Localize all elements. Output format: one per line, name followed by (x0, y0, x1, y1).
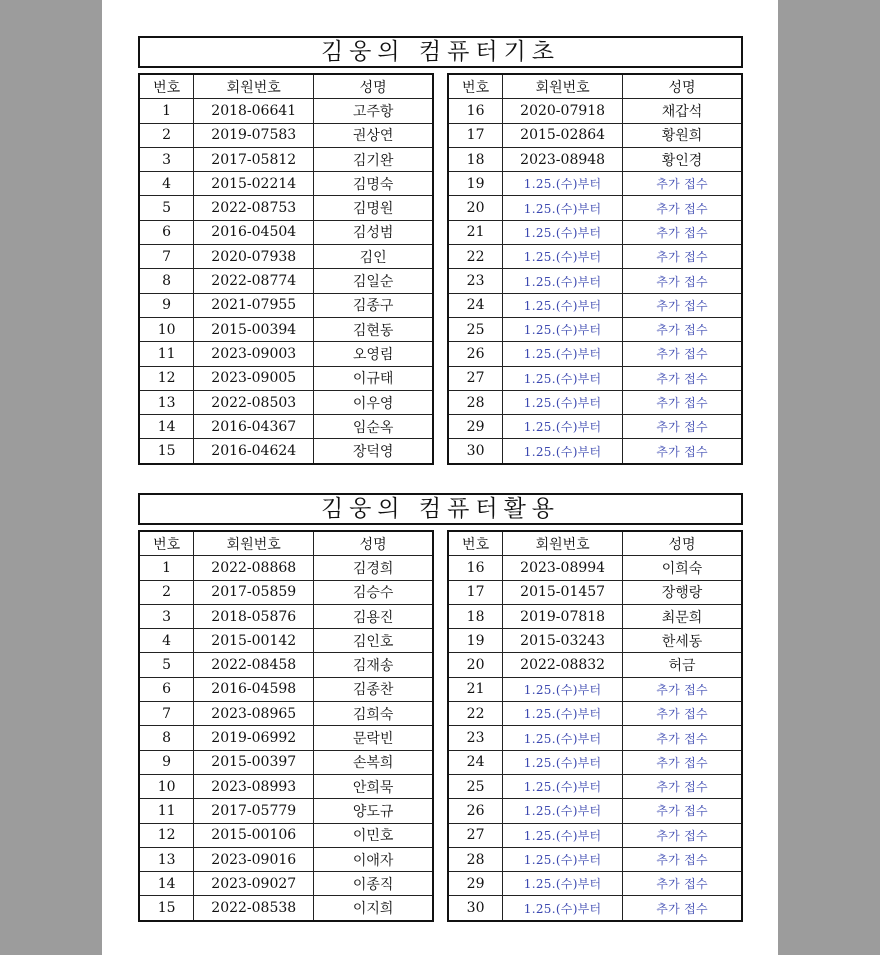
table-row (139, 872, 433, 896)
member-id-cell: 2023-09016 (194, 847, 314, 871)
header-member-id: 회원번호 (503, 531, 623, 556)
section-title: 김웅의 컴퓨터활용 (138, 493, 743, 525)
member-id-cell: 2019-07583 (194, 123, 314, 147)
member-id-cell: 1.25.(수)부터 (503, 872, 623, 896)
number-cell: 18 (448, 604, 503, 628)
number-cell: 24 (448, 293, 503, 317)
header-name: 성명 (314, 74, 433, 99)
name-cell: 추가 접수 (623, 196, 742, 220)
table-row (448, 390, 742, 414)
member-id-cell: 1.25.(수)부터 (503, 677, 623, 701)
table-row (448, 653, 742, 677)
member-id-cell: 1.25.(수)부터 (503, 342, 623, 366)
name-cell: 이애자 (314, 847, 433, 871)
roster-table-right (447, 73, 743, 465)
number-cell: 21 (448, 220, 503, 244)
number-cell: 15 (139, 439, 194, 464)
name-cell: 장행랑 (623, 580, 742, 604)
member-id-cell: 2023-08965 (194, 702, 314, 726)
name-cell: 허금 (623, 653, 742, 677)
name-cell: 이종직 (314, 872, 433, 896)
table-row (139, 99, 433, 123)
name-cell: 이우영 (314, 390, 433, 414)
name-cell: 추가 접수 (623, 847, 742, 871)
name-cell: 김명숙 (314, 172, 433, 196)
member-id-cell: 2015-00142 (194, 629, 314, 653)
name-cell: 추가 접수 (623, 823, 742, 847)
name-cell: 최문희 (623, 604, 742, 628)
member-id-cell: 2022-08458 (194, 653, 314, 677)
name-cell: 추가 접수 (623, 317, 742, 341)
table-row (139, 415, 433, 439)
number-cell: 19 (448, 172, 503, 196)
number-cell: 8 (139, 269, 194, 293)
name-cell: 추가 접수 (623, 702, 742, 726)
table-row (139, 823, 433, 847)
name-cell: 추가 접수 (623, 342, 742, 366)
name-cell: 추가 접수 (623, 774, 742, 798)
number-cell: 14 (139, 415, 194, 439)
table-row (448, 220, 742, 244)
member-id-cell: 2021-07955 (194, 293, 314, 317)
name-cell: 추가 접수 (623, 366, 742, 390)
number-cell: 19 (448, 629, 503, 653)
table-row (139, 774, 433, 798)
table-row (139, 750, 433, 774)
name-cell: 이지희 (314, 896, 433, 921)
name-cell: 안희묵 (314, 774, 433, 798)
member-id-cell: 2022-08832 (503, 653, 623, 677)
name-cell: 김재송 (314, 653, 433, 677)
member-id-cell: 2018-05876 (194, 604, 314, 628)
table-header-row (448, 74, 742, 99)
table-row (448, 896, 742, 921)
table-row (448, 317, 742, 341)
member-id-cell: 2016-04598 (194, 677, 314, 701)
number-cell: 29 (448, 872, 503, 896)
number-cell: 30 (448, 439, 503, 464)
header-name: 성명 (314, 531, 433, 556)
number-cell: 18 (448, 147, 503, 171)
header-number: 번호 (448, 74, 503, 99)
table-row (139, 147, 433, 171)
member-id-cell: 2023-08993 (194, 774, 314, 798)
table-row (139, 604, 433, 628)
number-cell: 29 (448, 415, 503, 439)
number-cell: 22 (448, 702, 503, 726)
table-row (448, 99, 742, 123)
member-id-cell: 2022-08753 (194, 196, 314, 220)
member-id-cell: 1.25.(수)부터 (503, 799, 623, 823)
name-cell: 이민호 (314, 823, 433, 847)
header-member-id: 회원번호 (503, 74, 623, 99)
number-cell: 13 (139, 390, 194, 414)
table-row (448, 580, 742, 604)
number-cell: 24 (448, 750, 503, 774)
name-cell: 추가 접수 (623, 677, 742, 701)
table-row (448, 823, 742, 847)
table-row (139, 799, 433, 823)
number-cell: 1 (139, 556, 194, 580)
table-row (139, 220, 433, 244)
member-id-cell: 2019-07818 (503, 604, 623, 628)
table-row (448, 872, 742, 896)
table-row (139, 653, 433, 677)
number-cell: 27 (448, 366, 503, 390)
name-cell: 김승수 (314, 580, 433, 604)
member-id-cell: 2018-06641 (194, 99, 314, 123)
section-computer-applications (138, 493, 743, 923)
name-cell: 추가 접수 (623, 220, 742, 244)
member-id-cell: 2015-00106 (194, 823, 314, 847)
number-cell: 4 (139, 172, 194, 196)
number-cell: 26 (448, 342, 503, 366)
number-cell: 4 (139, 629, 194, 653)
member-id-cell: 2020-07938 (194, 245, 314, 269)
name-cell: 추가 접수 (623, 872, 742, 896)
table-header-row (139, 531, 433, 556)
table-row (448, 245, 742, 269)
name-cell: 황인경 (623, 147, 742, 171)
number-cell: 25 (448, 774, 503, 798)
name-cell: 추가 접수 (623, 415, 742, 439)
member-id-cell: 2016-04367 (194, 415, 314, 439)
member-id-cell: 2017-05859 (194, 580, 314, 604)
member-id-cell: 2022-08774 (194, 269, 314, 293)
table-row (139, 390, 433, 414)
number-cell: 10 (139, 774, 194, 798)
member-id-cell: 2023-08948 (503, 147, 623, 171)
name-cell: 이규태 (314, 366, 433, 390)
member-id-cell: 1.25.(수)부터 (503, 366, 623, 390)
number-cell: 5 (139, 653, 194, 677)
number-cell: 28 (448, 847, 503, 871)
table-row (139, 677, 433, 701)
member-id-cell: 1.25.(수)부터 (503, 702, 623, 726)
number-cell: 11 (139, 799, 194, 823)
table-row (448, 269, 742, 293)
table-row (139, 196, 433, 220)
table-row (139, 269, 433, 293)
name-cell: 한세동 (623, 629, 742, 653)
number-cell: 1 (139, 99, 194, 123)
table-row (139, 439, 433, 464)
name-cell: 추가 접수 (623, 726, 742, 750)
name-cell: 김종찬 (314, 677, 433, 701)
name-cell: 김희숙 (314, 702, 433, 726)
table-row (139, 342, 433, 366)
name-cell: 김인호 (314, 629, 433, 653)
number-cell: 3 (139, 604, 194, 628)
number-cell: 13 (139, 847, 194, 871)
table-header-row (139, 74, 433, 99)
name-cell: 추가 접수 (623, 390, 742, 414)
member-id-cell: 2015-02864 (503, 123, 623, 147)
member-id-cell: 1.25.(수)부터 (503, 726, 623, 750)
number-cell: 17 (448, 580, 503, 604)
name-cell: 추가 접수 (623, 439, 742, 464)
number-cell: 30 (448, 896, 503, 921)
header-name: 성명 (623, 74, 742, 99)
name-cell: 문락빈 (314, 726, 433, 750)
number-cell: 6 (139, 677, 194, 701)
member-id-cell: 1.25.(수)부터 (503, 172, 623, 196)
member-id-cell: 1.25.(수)부터 (503, 896, 623, 921)
member-id-cell: 2020-07918 (503, 99, 623, 123)
name-cell: 김인 (314, 245, 433, 269)
table-row (139, 580, 433, 604)
roster-tables (138, 73, 743, 466)
number-cell: 9 (139, 750, 194, 774)
table-row (139, 245, 433, 269)
member-id-cell: 1.25.(수)부터 (503, 269, 623, 293)
section-computer-basics (138, 36, 743, 466)
table-row (448, 629, 742, 653)
name-cell: 황원희 (623, 123, 742, 147)
member-id-cell: 2015-01457 (503, 580, 623, 604)
header-number: 번호 (448, 531, 503, 556)
name-cell: 채갑석 (623, 99, 742, 123)
number-cell: 16 (448, 556, 503, 580)
member-id-cell: 1.25.(수)부터 (503, 750, 623, 774)
member-id-cell: 1.25.(수)부터 (503, 439, 623, 464)
member-id-cell: 2016-04504 (194, 220, 314, 244)
table-row (448, 342, 742, 366)
name-cell: 양도규 (314, 799, 433, 823)
table-row (448, 604, 742, 628)
member-id-cell: 2017-05812 (194, 147, 314, 171)
member-id-cell: 2019-06992 (194, 726, 314, 750)
table-row (448, 799, 742, 823)
member-id-cell: 1.25.(수)부터 (503, 196, 623, 220)
number-cell: 15 (139, 896, 194, 921)
number-cell: 3 (139, 147, 194, 171)
table-row (139, 847, 433, 871)
table-row (448, 726, 742, 750)
number-cell: 10 (139, 317, 194, 341)
name-cell: 추가 접수 (623, 293, 742, 317)
name-cell: 이희숙 (623, 556, 742, 580)
table-row (139, 896, 433, 921)
name-cell: 추가 접수 (623, 799, 742, 823)
member-id-cell: 1.25.(수)부터 (503, 220, 623, 244)
member-id-cell: 1.25.(수)부터 (503, 823, 623, 847)
name-cell: 김용진 (314, 604, 433, 628)
table-row (139, 172, 433, 196)
number-cell: 23 (448, 269, 503, 293)
number-cell: 16 (448, 99, 503, 123)
table-row (448, 293, 742, 317)
name-cell: 임순옥 (314, 415, 433, 439)
member-id-cell: 2015-02214 (194, 172, 314, 196)
number-cell: 9 (139, 293, 194, 317)
name-cell: 고주항 (314, 99, 433, 123)
header-number: 번호 (139, 531, 194, 556)
number-cell: 11 (139, 342, 194, 366)
name-cell: 추가 접수 (623, 172, 742, 196)
member-id-cell: 2022-08538 (194, 896, 314, 921)
name-cell: 추가 접수 (623, 245, 742, 269)
name-cell: 권상연 (314, 123, 433, 147)
member-id-cell: 1.25.(수)부터 (503, 293, 623, 317)
member-id-cell: 2015-03243 (503, 629, 623, 653)
member-id-cell: 1.25.(수)부터 (503, 390, 623, 414)
name-cell: 손복희 (314, 750, 433, 774)
header-number: 번호 (139, 74, 194, 99)
roster-table-left (138, 530, 434, 922)
table-row (139, 556, 433, 580)
number-cell: 20 (448, 196, 503, 220)
name-cell: 장덕영 (314, 439, 433, 464)
table-row (448, 415, 742, 439)
number-cell: 21 (448, 677, 503, 701)
name-cell: 김성범 (314, 220, 433, 244)
number-cell: 17 (448, 123, 503, 147)
member-id-cell: 2023-09027 (194, 872, 314, 896)
table-row (139, 123, 433, 147)
number-cell: 2 (139, 123, 194, 147)
number-cell: 20 (448, 653, 503, 677)
member-id-cell: 1.25.(수)부터 (503, 317, 623, 341)
roster-table-right (447, 530, 743, 922)
name-cell: 김기완 (314, 147, 433, 171)
table-row (448, 702, 742, 726)
number-cell: 14 (139, 872, 194, 896)
table-row (448, 750, 742, 774)
table-row (139, 629, 433, 653)
name-cell: 김경희 (314, 556, 433, 580)
name-cell: 김종구 (314, 293, 433, 317)
table-row (448, 147, 742, 171)
table-row (448, 847, 742, 871)
member-id-cell: 1.25.(수)부터 (503, 415, 623, 439)
table-row (448, 366, 742, 390)
name-cell: 김일순 (314, 269, 433, 293)
name-cell: 추가 접수 (623, 750, 742, 774)
name-cell: 추가 접수 (623, 269, 742, 293)
table-row (448, 196, 742, 220)
name-cell: 김명원 (314, 196, 433, 220)
section-title: 김웅의 컴퓨터기초 (138, 36, 743, 68)
member-id-cell: 2023-09005 (194, 366, 314, 390)
header-member-id: 회원번호 (194, 74, 314, 99)
member-id-cell: 1.25.(수)부터 (503, 847, 623, 871)
header-name: 성명 (623, 531, 742, 556)
number-cell: 27 (448, 823, 503, 847)
number-cell: 26 (448, 799, 503, 823)
table-row (448, 677, 742, 701)
number-cell: 7 (139, 702, 194, 726)
member-id-cell: 2023-08994 (503, 556, 623, 580)
table-row (448, 172, 742, 196)
member-id-cell: 2022-08503 (194, 390, 314, 414)
table-row (448, 123, 742, 147)
table-row (139, 317, 433, 341)
number-cell: 7 (139, 245, 194, 269)
member-id-cell: 2022-08868 (194, 556, 314, 580)
number-cell: 22 (448, 245, 503, 269)
member-id-cell: 2017-05779 (194, 799, 314, 823)
number-cell: 28 (448, 390, 503, 414)
number-cell: 8 (139, 726, 194, 750)
table-row (448, 774, 742, 798)
table-row (448, 439, 742, 464)
member-id-cell: 2016-04624 (194, 439, 314, 464)
member-id-cell: 2015-00397 (194, 750, 314, 774)
header-member-id: 회원번호 (194, 531, 314, 556)
number-cell: 12 (139, 823, 194, 847)
table-row (139, 293, 433, 317)
number-cell: 23 (448, 726, 503, 750)
member-id-cell: 2015-00394 (194, 317, 314, 341)
table-row (139, 366, 433, 390)
table-row (139, 702, 433, 726)
member-id-cell: 1.25.(수)부터 (503, 774, 623, 798)
name-cell: 추가 접수 (623, 896, 742, 921)
table-header-row (448, 531, 742, 556)
roster-table-left (138, 73, 434, 465)
member-id-cell: 2023-09003 (194, 342, 314, 366)
number-cell: 6 (139, 220, 194, 244)
name-cell: 오영림 (314, 342, 433, 366)
number-cell: 2 (139, 580, 194, 604)
table-row (139, 726, 433, 750)
number-cell: 25 (448, 317, 503, 341)
number-cell: 5 (139, 196, 194, 220)
name-cell: 김현동 (314, 317, 433, 341)
document-page (102, 0, 778, 955)
member-id-cell: 1.25.(수)부터 (503, 245, 623, 269)
roster-tables (138, 530, 743, 923)
table-row (448, 556, 742, 580)
number-cell: 12 (139, 366, 194, 390)
